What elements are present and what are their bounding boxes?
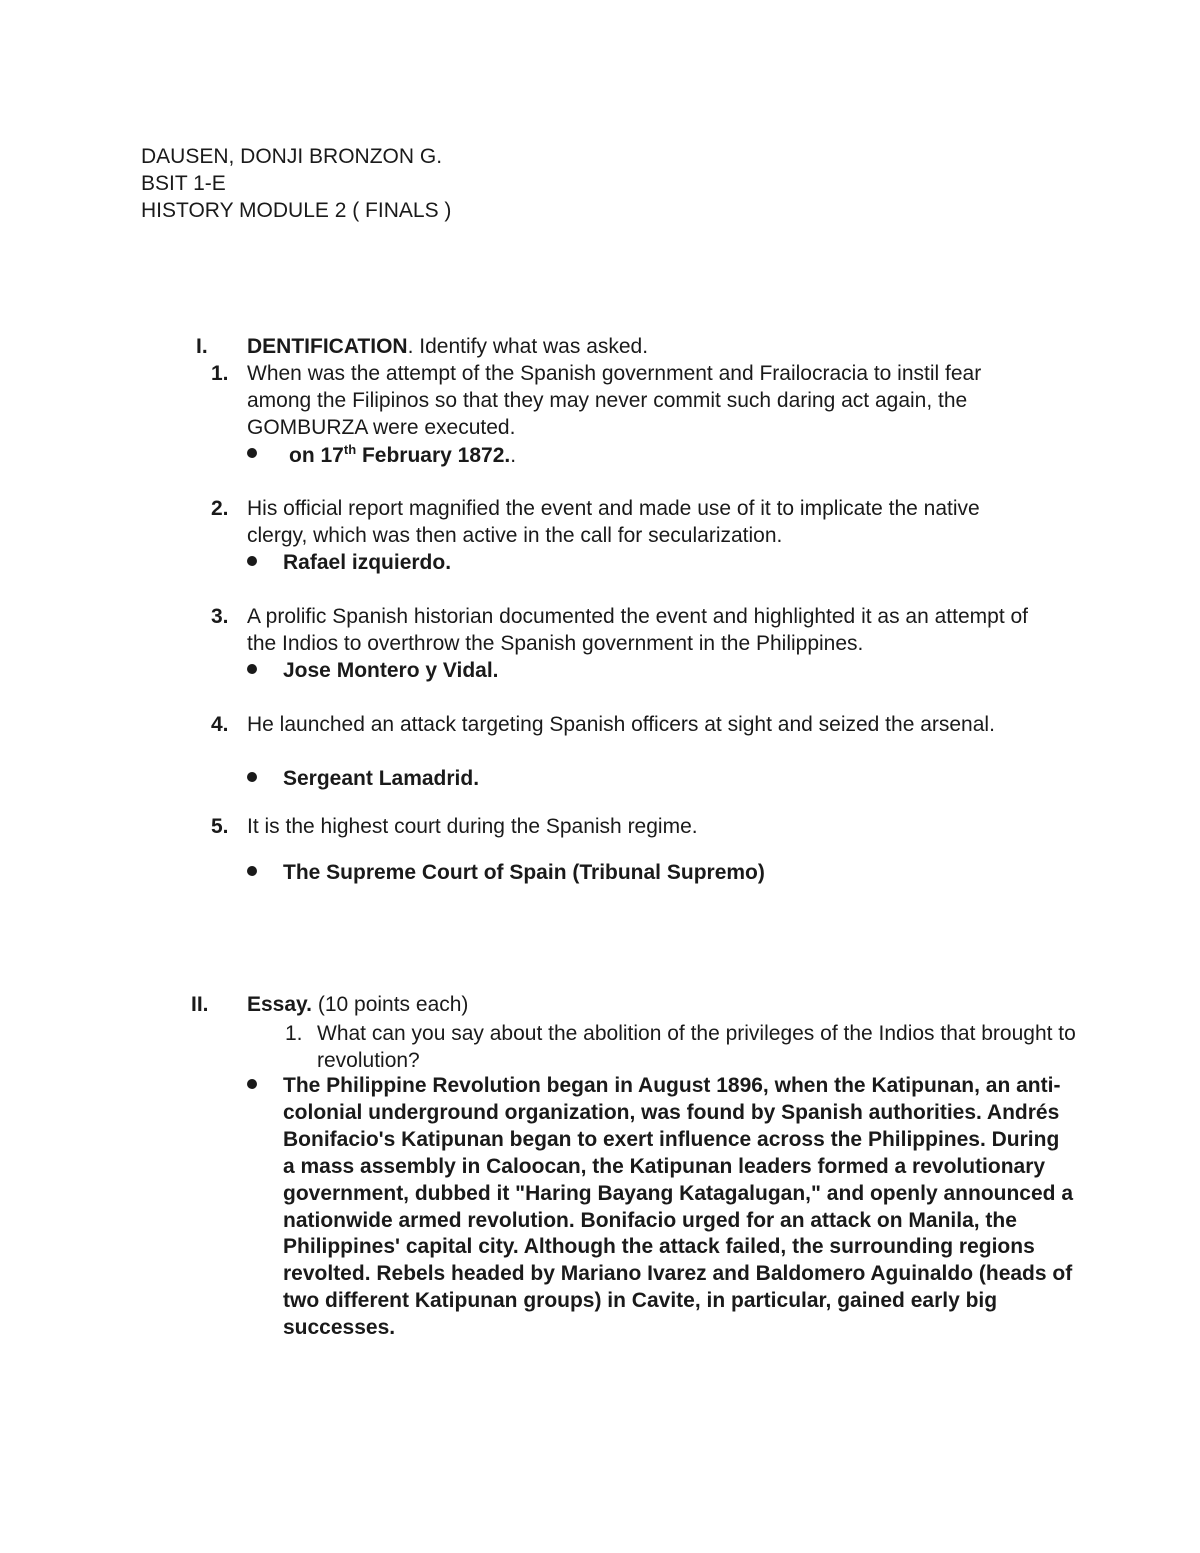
item-answer: Jose Montero y Vidal. — [283, 659, 499, 682]
item-answer: Sergeant Lamadrid. — [283, 767, 480, 790]
item-answer: The Supreme Court of Spain (Tribunal Supremo) — [283, 861, 765, 884]
item-number: 2. — [211, 497, 229, 520]
item-question: When was the attempt of the Spanish government and Frailocracia to instil fear among the Filipinos so that they may never commit such daring act again, the GOMBURZA were executed. — [247, 362, 982, 439]
item-number: 3. — [211, 605, 229, 628]
item-number: 1. — [211, 362, 229, 385]
section-title: Essay. — [247, 993, 312, 1016]
bullet-icon — [247, 448, 257, 458]
item-number: 4. — [211, 713, 229, 736]
item-question: His official report magnified the event and made use of it to implicate the native clergy, which was then active in the call for secularization. — [247, 497, 980, 547]
section-instruction: . Identify what was asked. — [407, 335, 649, 358]
item-question: He launched an attack targeting Spanish officers at sight and seized the arsenal. — [247, 713, 995, 736]
bullet-icon — [247, 1079, 257, 1089]
course-section: BSIT 1-E — [141, 172, 226, 195]
section-heading — [247, 333, 648, 360]
section-title: DENTIFICATION — [247, 335, 408, 358]
bullet-icon — [247, 772, 257, 782]
item-question: A prolific Spanish historian documented the event and highlighted it as an attempt of the Indios to overthrow the Spanish government in the Philippines. — [247, 605, 1028, 655]
section-heading — [247, 991, 468, 1018]
item-number: 5. — [211, 815, 229, 838]
item-answer: Rafael izquierdo. — [283, 551, 452, 574]
bullet-icon — [247, 664, 257, 674]
module-title: HISTORY MODULE 2 ( FINALS ) — [141, 199, 452, 222]
bullet-icon — [247, 556, 257, 566]
section-instruction: (10 points each) — [312, 993, 469, 1016]
item-answer: on 17th February 1872.. — [289, 442, 517, 467]
bullet-icon — [247, 866, 257, 876]
section-numeral: II. — [191, 993, 209, 1016]
item-question: What can you say about the abolition of the privileges of the Indios that brought to revolution? — [317, 1022, 1076, 1072]
essay-answer: The Philippine Revolution began in August 1896, when the Katipunan, an anti-colonial underground organization, was found by Spanish authorities. Andrés Bonifacio's Katipunan began to exert influence across the Philippines. During a mass assembly in Caloocan, the Katipunan leaders formed a revolutionary government, dubbed it "Haring Bayang Katagalugan," and openly announced a nationwide armed revolution. Bonifacio urged for an attack on Manila, the Philippines' capital city. Although the attack failed, the surrounding regions revolted. Rebels headed by Mariano Ivarez and Baldomero Aguinaldo (heads of two different Katipunan groups) in Cavite, in particular, gained early big successes. — [283, 1074, 1074, 1340]
item-question: It is the highest court during the Spanish regime. — [247, 815, 698, 838]
item-number: 1. — [285, 1022, 303, 1045]
student-name: DAUSEN, DONJI BRONZON G. — [141, 145, 443, 168]
section-numeral: I. — [196, 335, 208, 358]
